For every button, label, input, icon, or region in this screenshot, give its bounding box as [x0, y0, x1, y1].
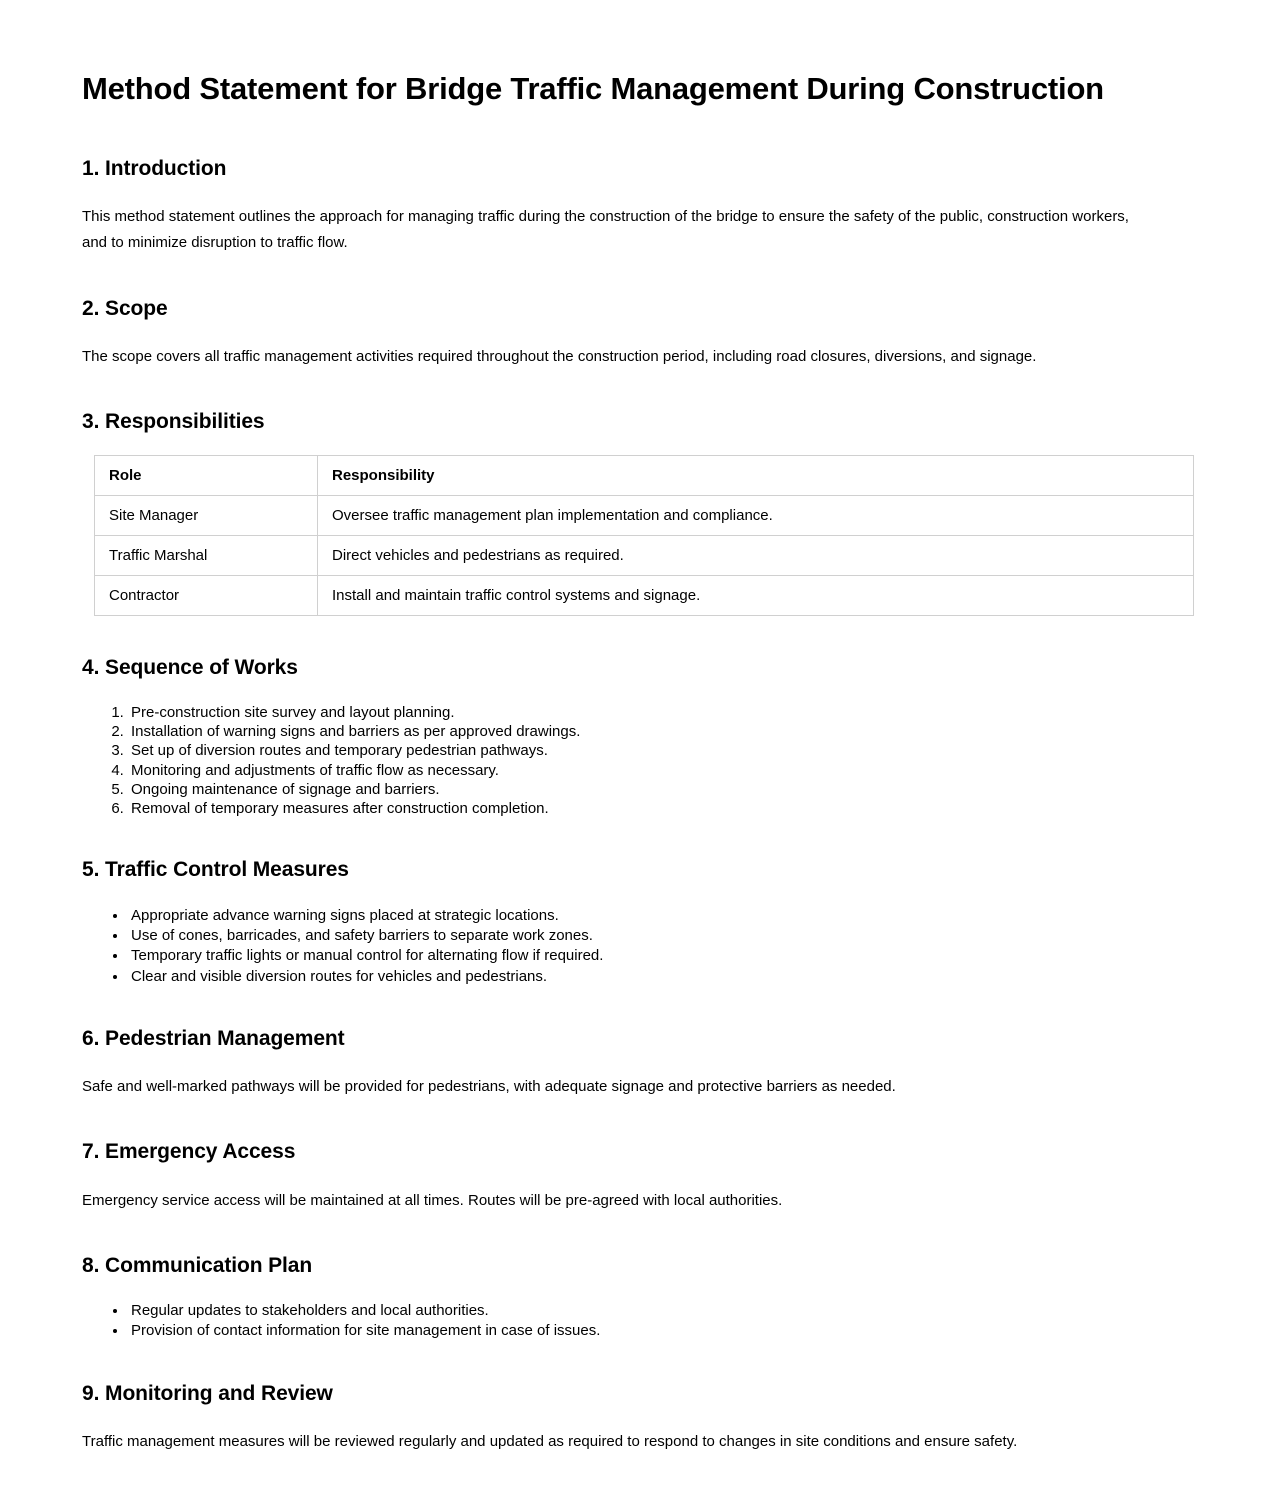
cell-responsibility: Oversee traffic management plan implementation and compliance.	[318, 496, 1194, 536]
list-item: 2. Installation of warning signs and barriers as per approved drawings.	[128, 723, 1183, 741]
section-emergency-access	[82, 1138, 1183, 1214]
list-item: 3. Set up of diversion routes and temporary pedestrian pathways.	[128, 742, 1183, 760]
section-heading-responsibilities: 3. Responsibilities	[82, 410, 265, 434]
list-item: 6. Removal of temporary measures after construction completion.	[128, 800, 1183, 818]
cell-responsibility: Direct vehicles and pedestrians as required.	[318, 536, 1194, 576]
list-item: • Temporary traffic lights or manual control for alternating flow if required.	[128, 946, 1183, 966]
document-title: Method Statement for Bridge Traffic Management During Construction	[82, 71, 1104, 106]
section-traffic-control-measures	[82, 856, 1183, 986]
traffic-control-measures-list	[82, 906, 1183, 987]
list-item: 4. Monitoring and adjustments of traffic flow as necessary.	[128, 762, 1183, 780]
list-item: • Clear and visible diversion routes for vehicles and pedestrians.	[128, 967, 1183, 987]
section-sequence-of-works	[82, 654, 1183, 818]
emergency-access-paragraph: Emergency service access will be maintained at all times. Routes will be pre-agreed with local authorities.	[82, 1191, 783, 1209]
scope-paragraph: The scope covers all traffic management activities required throughout the construction period, including road closures, diversions, and signage.	[82, 347, 1037, 365]
table-header	[95, 456, 1194, 496]
introduction-paragraph: This method statement outlines the approach for managing traffic during the construction of the bridge to ensure the safety of the public, construction workers, and to minimize disruption to traffic flow.	[82, 208, 1129, 252]
table-body	[95, 496, 1194, 616]
table-row	[95, 496, 1194, 536]
monitoring-and-review-paragraph: Traffic management measures will be reviewed regularly and updated as required to respond to changes in site conditions and ensure safety.	[82, 1432, 1018, 1450]
section-heading-monitoring-and-review: 9. Monitoring and Review	[82, 1381, 333, 1405]
section-responsibilities	[82, 408, 1183, 616]
list-item: • Regular updates to stakeholders and local authorities.	[128, 1301, 1183, 1321]
section-heading-introduction: 1. Introduction	[82, 156, 227, 180]
cell-responsibility: Install and maintain traffic control systems and signage.	[318, 576, 1194, 616]
section-heading-sequence-of-works: 4. Sequence of Works	[82, 656, 298, 680]
section-scope	[82, 295, 1183, 371]
section-communication-plan	[82, 1252, 1183, 1342]
section-monitoring-and-review	[82, 1380, 1183, 1456]
cell-role: Traffic Marshal	[95, 536, 318, 576]
section-heading-traffic-control-measures: 5. Traffic Control Measures	[82, 858, 349, 882]
section-pedestrian-management	[82, 1025, 1183, 1101]
table-row	[95, 576, 1194, 616]
list-item: • Appropriate advance warning signs placed at strategic locations.	[128, 906, 1183, 926]
section-heading-scope: 2. Scope	[82, 296, 168, 320]
section-introduction	[82, 155, 1183, 257]
section-heading-pedestrian-management: 6. Pedestrian Management	[82, 1026, 345, 1050]
list-item: 5. Ongoing maintenance of signage and barriers.	[128, 781, 1183, 799]
column-header-responsibility: Responsibility	[318, 456, 1194, 496]
sequence-of-works-list	[82, 704, 1183, 819]
list-item: • Use of cones, barricades, and safety barriers to separate work zones.	[128, 926, 1183, 946]
responsibilities-table-wrapper	[82, 455, 1183, 616]
communication-plan-list	[82, 1301, 1183, 1342]
table-row	[95, 536, 1194, 576]
table-header-row	[95, 456, 1194, 496]
cell-role: Contractor	[95, 576, 318, 616]
pedestrian-management-paragraph: Safe and well-marked pathways will be provided for pedestrians, with adequate signage and protective barriers as needed.	[82, 1078, 896, 1096]
list-item: • Provision of contact information for site management in case of issues.	[128, 1321, 1183, 1341]
section-heading-communication-plan: 8. Communication Plan	[82, 1253, 313, 1277]
section-heading-emergency-access: 7. Emergency Access	[82, 1140, 296, 1164]
cell-role: Site Manager	[95, 496, 318, 536]
responsibilities-table	[94, 455, 1194, 616]
column-header-role: Role	[95, 456, 318, 496]
list-item: 1. Pre-construction site survey and layout planning.	[128, 704, 1183, 722]
